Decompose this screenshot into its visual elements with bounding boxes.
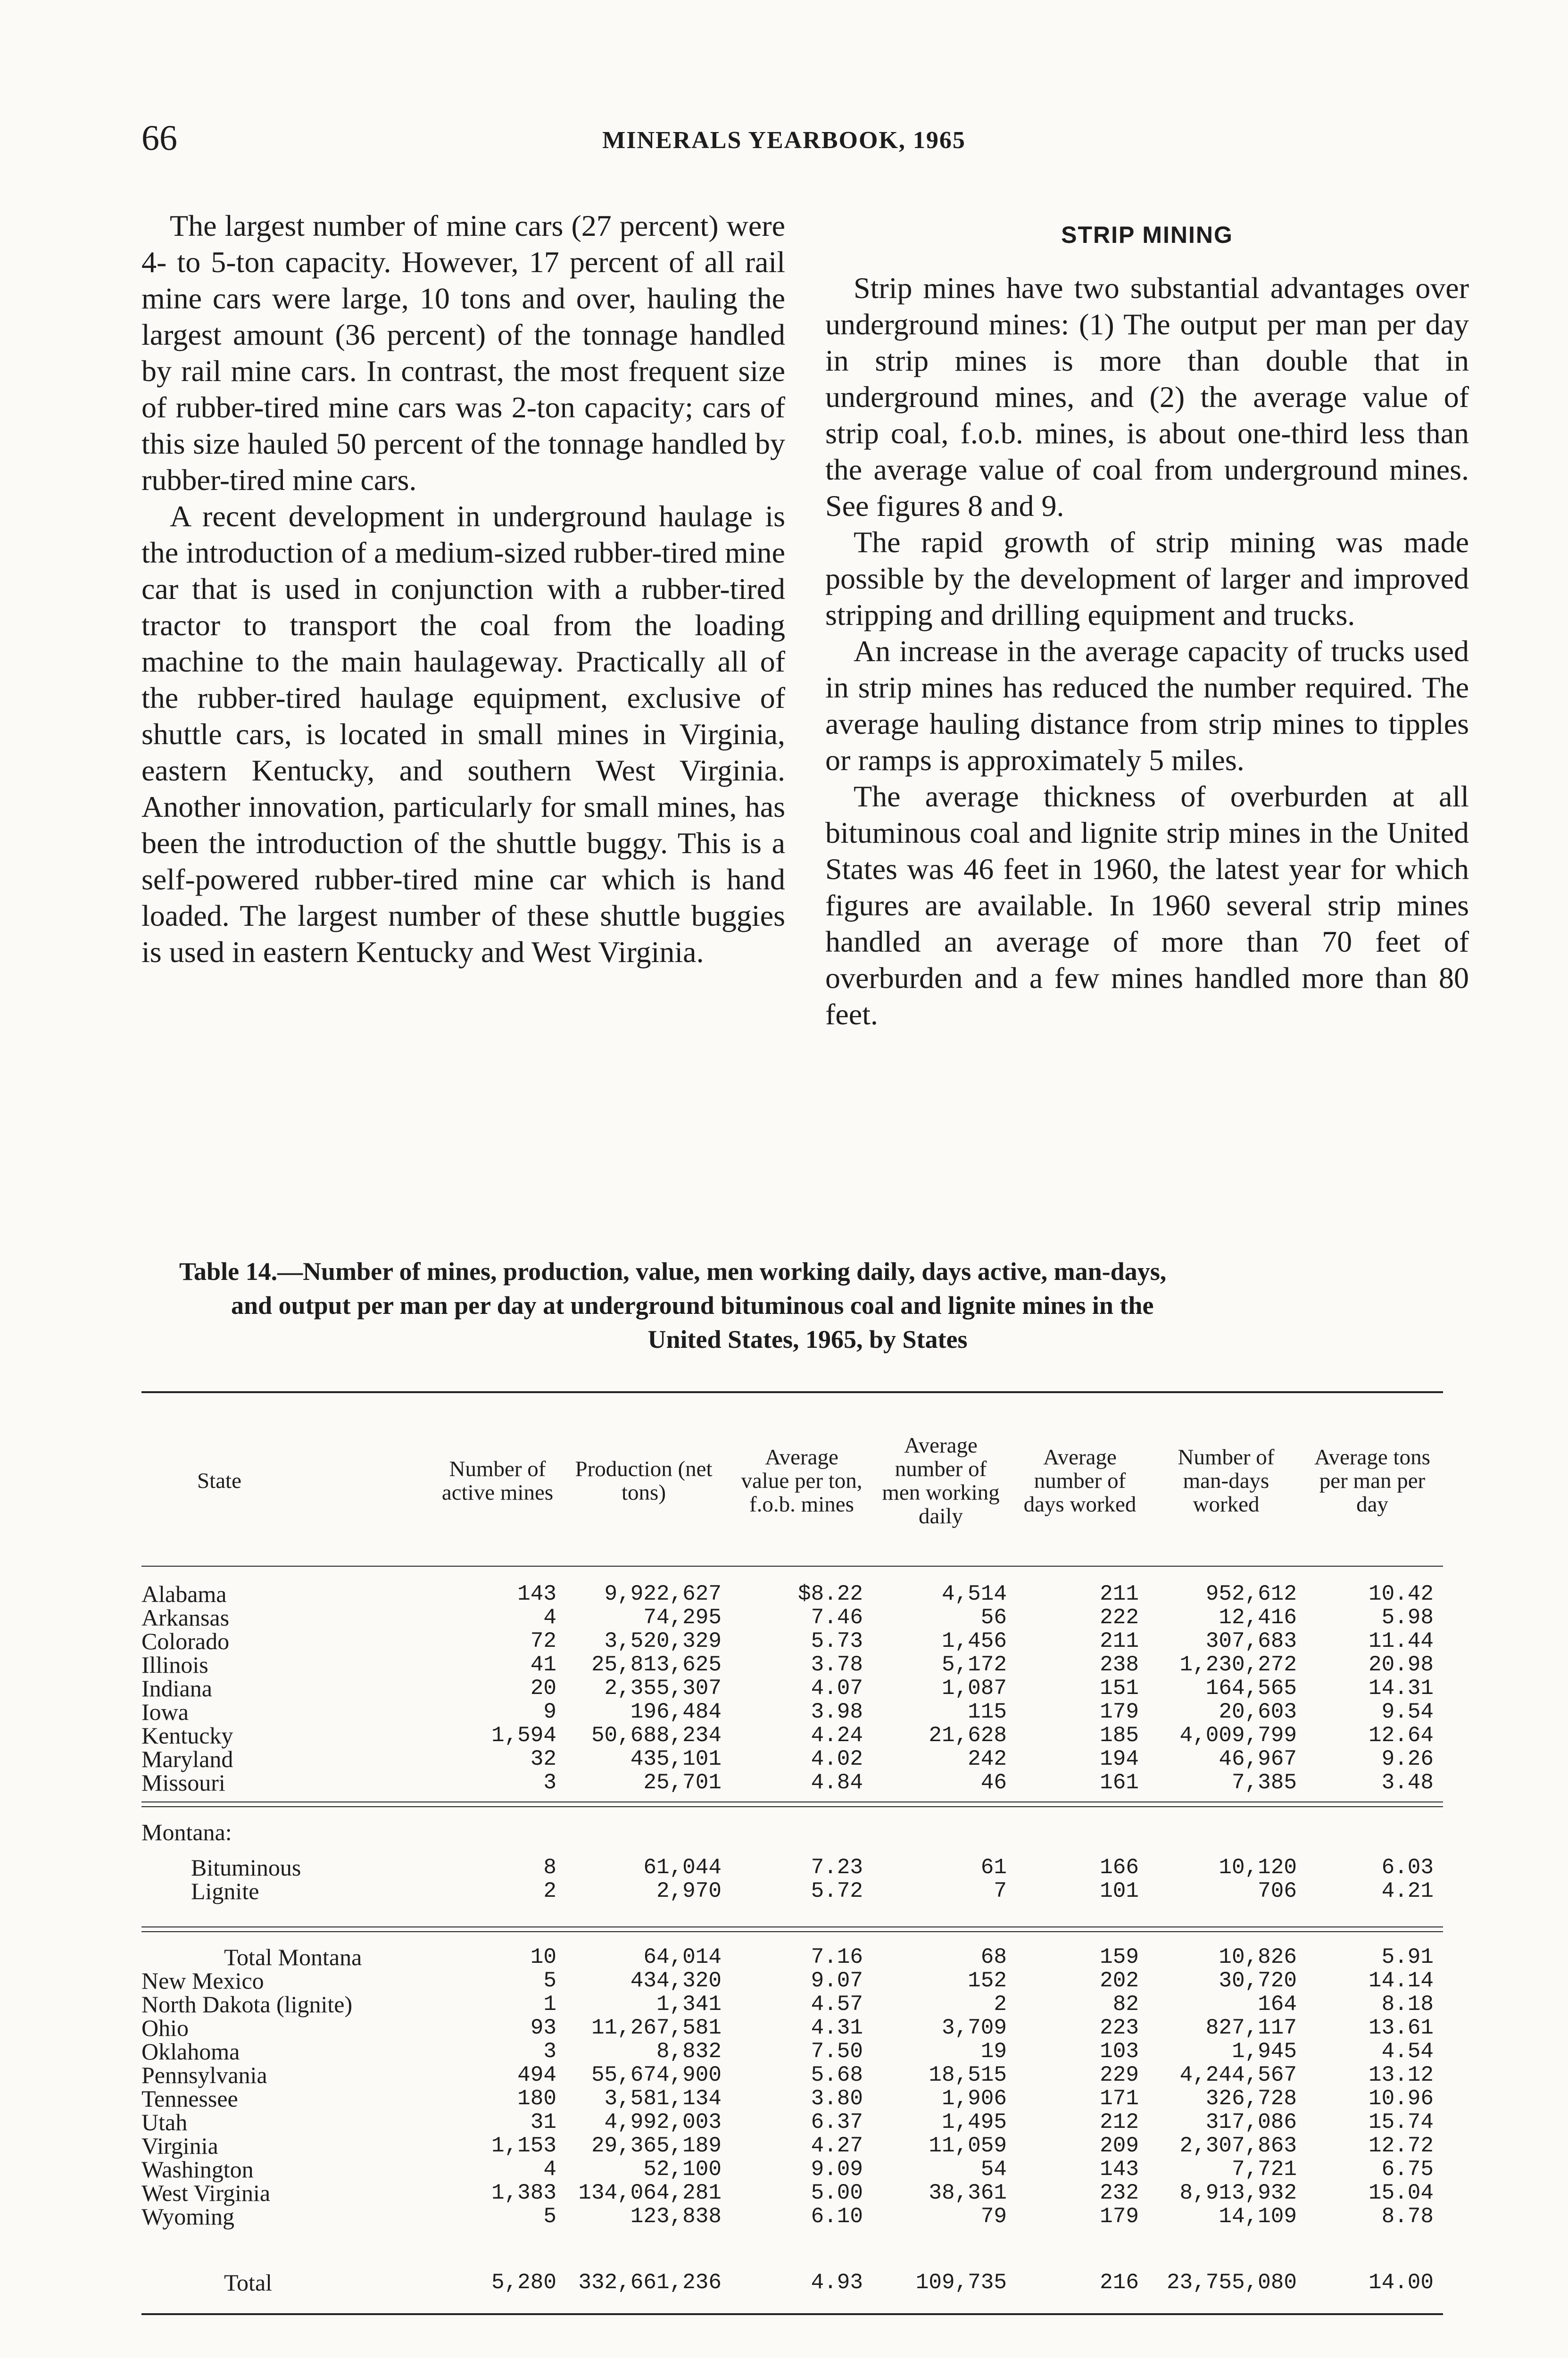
cell-value: 7.50 [811, 2039, 863, 2064]
right-paragraph-3: An increase in the average capacity of trucks used in strip mines has reduced the number required. The average hauling distance from strip mines to tipples or ramps is approximately 5 miles. [825, 634, 1469, 777]
cell-tons: 5.98 [1381, 1605, 1434, 1630]
cell-mines: 41 [530, 1652, 556, 1677]
cell-men: 54 [980, 2157, 1007, 2182]
cell-value: 4.84 [811, 1770, 863, 1795]
cell-value: $8.22 [797, 1582, 863, 1606]
cell-days: 151 [1100, 1676, 1139, 1701]
total-man-days: 23,755,080 [1166, 2270, 1297, 2295]
cell-mines: 494 [517, 2063, 556, 2087]
cell-value: 4.31 [811, 2016, 863, 2040]
cell-mines: 3 [543, 2039, 556, 2064]
cell-men: 18,515 [929, 2063, 1007, 2087]
cell-mines: 143 [517, 1582, 556, 1606]
cell-tons: 20.98 [1368, 1652, 1434, 1677]
cell-production: 61,044 [643, 1855, 722, 1880]
cell-value: 5.68 [811, 2063, 863, 2087]
cell-production: 8,832 [656, 2039, 722, 2064]
cell-production: 4,992,003 [604, 2110, 722, 2134]
cell-men: 115 [968, 1700, 1007, 1724]
table-top-rule [141, 1391, 1443, 1393]
cell-tons: 9.54 [1381, 1700, 1434, 1724]
cell-days: 209 [1100, 2134, 1139, 2158]
table-row [141, 1945, 1443, 1969]
table-group-1 [141, 1582, 1443, 1794]
right-paragraph-2: The rapid growth of strip mining was made possible by the development of larger and improved stripping and drilling equipment and trucks. [825, 525, 1469, 631]
table-montana [141, 1820, 1443, 1844]
header-men: Average number of men working daily [882, 1433, 1000, 1528]
cell-days: 223 [1100, 2016, 1139, 2040]
cell-mines: 1,594 [491, 1723, 556, 1748]
cell-men: 38,361 [929, 2181, 1007, 2205]
total-men: 109,735 [915, 2270, 1007, 2295]
cell-value: 3.98 [811, 1700, 863, 1724]
cell-man-days: 2,307,863 [1179, 2134, 1297, 2158]
state-name: Missouri [141, 1769, 225, 1796]
table-row [141, 2110, 1443, 2134]
cell-production: 50,688,234 [591, 1723, 722, 1748]
cell-days: 171 [1100, 2086, 1139, 2111]
cell-mines: 10 [530, 1945, 556, 1969]
state-name: Washington [141, 2156, 254, 2183]
total-value: 4.93 [811, 2270, 863, 2295]
cell-man-days: 10,826 [1219, 1945, 1297, 1969]
cell-men: 61 [980, 1855, 1007, 1880]
cell-value: 6.37 [811, 2110, 863, 2134]
cell-man-days: 706 [1258, 1879, 1297, 1903]
state-name: Tennessee [141, 2085, 238, 2112]
cell-tons: 11.44 [1368, 1629, 1434, 1653]
cell-men: 4,514 [941, 1582, 1007, 1606]
cell-days: 222 [1100, 1605, 1139, 1630]
state-name: Alabama [141, 1581, 227, 1607]
state-name: Total Montana [224, 1944, 362, 1970]
left-paragraph-1: The largest number of mine cars (27 percent) were 4- to 5-ton capacity. However, 17 percent of all rail mine cars were large, 10 tons and over, hauling the largest amount (36 percent) of the tonnage handled by rail mine cars. In contrast, the most frequent size of rubber-tired mine cars was 2-ton capacity; cars of this size hauled 50 percent of the tonnage handled by rubber-tired mine cars. [141, 209, 785, 497]
cell-man-days: 4,244,567 [1179, 2063, 1297, 2087]
cell-production: 9,922,627 [604, 1582, 722, 1606]
cell-days: 159 [1100, 1945, 1139, 1969]
cell-men: 152 [968, 1968, 1007, 1993]
cell-man-days: 10,120 [1219, 1855, 1297, 1880]
cell-man-days: 164,565 [1205, 1676, 1297, 1701]
cell-tons: 8.18 [1381, 1992, 1434, 2017]
total-days: 216 [1100, 2270, 1139, 2295]
cell-days: 166 [1100, 1855, 1139, 1880]
header-mines: Number of active mines [441, 1457, 554, 1505]
cell-mines: 8 [543, 1855, 556, 1880]
table-row [141, 2063, 1443, 2087]
cell-mines: 5 [543, 1968, 556, 1993]
cell-production: 1,341 [656, 1992, 722, 2017]
state-name: Wyoming [141, 2203, 234, 2230]
cell-production: 434,320 [630, 1968, 722, 1993]
cell-value: 9.07 [811, 1968, 863, 1993]
cell-days: 179 [1100, 1700, 1139, 1724]
cell-mines: 9 [543, 1700, 556, 1724]
left-paragraph-2: A recent development in underground haulage is the introduction of a medium-sized rubber-tired mine car that is used in conjunction with a rubber-tired tractor to transport the coal from the loading machine to the main haulageway. Practically all of the rubber-tired haulage equipment, exclusive of shuttle cars, is located in small mines in Virginia, eastern Kentucky, and southern West Virginia. Another innovation, particularly for small mines, has been the introduction of the shuttle buggy. This is a self-powered rubber-tired mine car which is hand loaded. The largest number of these shuttle buggies is used in eastern Kentucky and West Virginia. [141, 499, 785, 969]
cell-mines: 3 [543, 1770, 556, 1795]
cell-days: 82 [1112, 1992, 1139, 2017]
page-number: 66 [141, 118, 177, 158]
cell-production: 2,355,307 [604, 1676, 722, 1701]
cell-man-days: 326,728 [1205, 2086, 1297, 2111]
cell-days: 103 [1100, 2039, 1139, 2064]
table-row [141, 1993, 1443, 2016]
table-group-2 [141, 1945, 1443, 2228]
table-row [141, 1856, 1443, 1879]
cell-days: 161 [1100, 1770, 1139, 1795]
state-name: Indiana [141, 1675, 212, 1702]
cell-value: 4.24 [811, 1723, 863, 1748]
cell-men: 1,087 [941, 1676, 1007, 1701]
header-production: Production (net tons) [575, 1457, 713, 1505]
cell-days: 232 [1100, 2181, 1139, 2205]
cell-tons: 6.75 [1381, 2157, 1434, 2182]
state-name: Arkansas [141, 1604, 230, 1631]
cell-man-days: 7,385 [1231, 1770, 1297, 1795]
cell-mines: 20 [530, 1676, 556, 1701]
total-label: Total [224, 2269, 273, 2296]
left-column [141, 208, 785, 970]
state-name: North Dakota (lignite) [141, 1991, 353, 2018]
cell-value: 4.07 [811, 1676, 863, 1701]
table-row [141, 2016, 1443, 2040]
cell-tons: 15.04 [1368, 2181, 1434, 2205]
montana-label-row [141, 1820, 1443, 1844]
cell-man-days: 30,720 [1219, 1968, 1297, 1993]
table-row [141, 2181, 1443, 2205]
cell-tons: 15.74 [1368, 2110, 1434, 2134]
cell-days: 211 [1100, 1582, 1139, 1606]
cell-production: 435,101 [630, 1747, 722, 1771]
cell-tons: 12.72 [1368, 2134, 1434, 2158]
cell-men: 11,059 [929, 2134, 1007, 2158]
cell-men: 46 [980, 1770, 1007, 1795]
caption-line-1: Table 14.—Number of mines, production, value, men working daily, days active, man-days, [179, 1257, 1167, 1286]
state-name: Lignite [191, 1878, 259, 1904]
cell-men: 68 [980, 1945, 1007, 1969]
cell-production: 74,295 [643, 1605, 722, 1630]
cell-mines: 5 [543, 2204, 556, 2229]
cell-man-days: 4,009,799 [1179, 1723, 1297, 1748]
table-row [141, 1724, 1443, 1747]
cell-production: 11,267,581 [591, 2016, 722, 2040]
table-row [141, 1582, 1443, 1606]
table-row [141, 2087, 1443, 2110]
cell-value: 7.23 [811, 1855, 863, 1880]
state-name: West Virginia [141, 2180, 271, 2206]
cell-value: 4.27 [811, 2134, 863, 2158]
cell-men: 1,456 [941, 1629, 1007, 1653]
cell-men: 2 [994, 1992, 1007, 2017]
cell-production: 25,701 [643, 1770, 722, 1795]
cell-tons: 12.64 [1368, 1723, 1434, 1748]
state-name: New Mexico [141, 1968, 264, 1994]
montana-label: Montana: [141, 1819, 232, 1845]
cell-production: 196,484 [630, 1700, 722, 1724]
table-row [141, 1677, 1443, 1700]
cell-value: 5.00 [811, 2181, 863, 2205]
cell-men: 7 [994, 1879, 1007, 1903]
group-rule-2b [141, 1931, 1443, 1932]
table-row [141, 1747, 1443, 1771]
cell-production: 52,100 [643, 2157, 722, 2182]
cell-man-days: 952,612 [1205, 1582, 1297, 1606]
state-name: Illinois [141, 1652, 208, 1678]
cell-men: 3,709 [941, 2016, 1007, 2040]
cell-tons: 3.48 [1381, 1770, 1434, 1795]
cell-days: 194 [1100, 1747, 1139, 1771]
cell-days: 229 [1100, 2063, 1139, 2087]
cell-mines: 1,153 [491, 2134, 556, 2158]
cell-man-days: 1,945 [1231, 2039, 1297, 2064]
cell-men: 56 [980, 1605, 1007, 1630]
cell-production: 25,813,625 [591, 1652, 722, 1677]
cell-mines: 32 [530, 1747, 556, 1771]
total-row [141, 2271, 1443, 2294]
right-paragraph-4: The average thickness of overburden at all bituminous coal and lignite strip mines in the United States was 46 feet in 1960, the latest year for which figures are available. In 1960 several strip mines handled an average of more than 70 feet of overburden and a few mines handled more than 80 feet. [825, 780, 1469, 1031]
cell-man-days: 7,721 [1231, 2157, 1297, 2182]
cell-value: 6.10 [811, 2204, 863, 2229]
table-caption [179, 1254, 1436, 1356]
cell-man-days: 1,230,272 [1179, 1652, 1297, 1677]
table-bottom-rule [141, 2313, 1443, 2315]
cell-tons: 14.31 [1368, 1676, 1434, 1701]
cell-production: 29,365,189 [591, 2134, 722, 2158]
table-row [141, 1606, 1443, 1629]
state-name: Maryland [141, 1746, 233, 1772]
cell-production: 2,970 [656, 1879, 722, 1903]
cell-man-days: 307,683 [1205, 1629, 1297, 1653]
table-header [141, 1410, 1443, 1552]
cell-tons: 4.54 [1381, 2039, 1434, 2064]
cell-tons: 14.14 [1368, 1968, 1434, 1993]
table-row [141, 1969, 1443, 1993]
cell-man-days: 46,967 [1219, 1747, 1297, 1771]
right-paragraph-1: Strip mines have two substantial advantages over underground mines: (1) The output per man per day in strip mines is more than double that in underground mines, and (2) the average value of strip coal, f.o.b. mines, is about one-third less than the average value of coal from underground mines. See figures 8 and 9. [825, 271, 1469, 523]
cell-days: 212 [1100, 2110, 1139, 2134]
cell-man-days: 164 [1258, 1992, 1297, 2017]
cell-men: 1,906 [941, 2086, 1007, 2111]
cell-value: 5.73 [811, 1629, 863, 1653]
state-name: Virginia [141, 2133, 218, 2159]
cell-mines: 180 [517, 2086, 556, 2111]
header-rule [141, 1566, 1443, 1567]
header-man-days: Number of man-days worked [1178, 1445, 1275, 1517]
cell-man-days: 8,913,932 [1179, 2181, 1297, 2205]
right-column [825, 208, 1469, 1032]
state-name: Kentucky [141, 1722, 233, 1749]
cell-mines: 93 [530, 2016, 556, 2040]
cell-mines: 1 [543, 1992, 556, 2017]
total-production: 332,661,236 [578, 2270, 722, 2295]
cell-production: 123,838 [630, 2204, 722, 2229]
cell-days: 211 [1100, 1629, 1139, 1653]
cell-value: 9.09 [811, 2157, 863, 2182]
section-heading-strip-mining: STRIP MINING [1061, 222, 1233, 248]
table-total [141, 2271, 1443, 2294]
cell-days: 101 [1100, 1879, 1139, 1903]
state-name: Utah [141, 2109, 188, 2135]
cell-tons: 5.91 [1381, 1945, 1434, 1969]
cell-tons: 13.61 [1368, 2016, 1434, 2040]
caption-line-3: United States, 1965, by States [647, 1325, 968, 1353]
state-name: Colorado [141, 1628, 230, 1654]
cell-men: 242 [968, 1747, 1007, 1771]
cell-men: 21,628 [929, 1723, 1007, 1748]
state-name: Oklahoma [141, 2038, 240, 2065]
cell-value: 3.78 [811, 1652, 863, 1677]
cell-tons: 6.03 [1381, 1855, 1434, 1880]
cell-tons: 10.42 [1368, 1582, 1434, 1606]
cell-tons: 10.96 [1368, 2086, 1434, 2111]
state-name: Pennsylvania [141, 2062, 267, 2088]
cell-mines: 1,383 [491, 2181, 556, 2205]
total-mines: 5,280 [491, 2270, 556, 2295]
cell-mines: 2 [543, 1879, 556, 1903]
caption-line-2: and output per man per day at underground bituminous coal and lignite mines in the [231, 1291, 1154, 1320]
cell-value: 7.46 [811, 1605, 863, 1630]
cell-value: 7.16 [811, 1945, 863, 1969]
header-days: Average number of days worked [1023, 1445, 1137, 1517]
cell-production: 64,014 [643, 1945, 722, 1969]
cell-days: 179 [1100, 2204, 1139, 2229]
table-row [141, 1700, 1443, 1724]
cell-men: 79 [980, 2204, 1007, 2229]
cell-production: 55,674,900 [591, 2063, 722, 2087]
group-rule-2a [141, 1926, 1443, 1927]
cell-mines: 4 [543, 2157, 556, 2182]
table-row [141, 2205, 1443, 2228]
state-name: Ohio [141, 2015, 189, 2041]
cell-production: 134,064,281 [578, 2181, 722, 2205]
header-tons: Average tons per man per day [1314, 1445, 1430, 1517]
cell-mines: 31 [530, 2110, 556, 2134]
state-name: Iowa [141, 1699, 189, 1725]
cell-man-days: 12,416 [1219, 1605, 1297, 1630]
cell-man-days: 20,603 [1219, 1700, 1297, 1724]
table-montana-rows [141, 1856, 1443, 1903]
cell-tons: 13.12 [1368, 2063, 1434, 2087]
table-row [141, 2134, 1443, 2158]
header-state: State [197, 1469, 241, 1493]
cell-production: 3,520,329 [604, 1629, 722, 1653]
cell-men: 5,172 [941, 1652, 1007, 1677]
cell-men: 19 [980, 2039, 1007, 2064]
table-row [141, 1879, 1443, 1903]
cell-mines: 72 [530, 1629, 556, 1653]
header-value: Average value per ton, f.o.b. mines [741, 1445, 863, 1517]
total-tons: 14.00 [1368, 2270, 1434, 2295]
cell-men: 1,495 [941, 2110, 1007, 2134]
cell-days: 143 [1100, 2157, 1139, 2182]
cell-production: 3,581,134 [604, 2086, 722, 2111]
group-rule-1b [141, 1806, 1443, 1807]
cell-man-days: 14,109 [1219, 2204, 1297, 2229]
cell-days: 202 [1100, 1968, 1139, 1993]
cell-mines: 4 [543, 1605, 556, 1630]
cell-days: 238 [1100, 1652, 1139, 1677]
table-row [141, 2040, 1443, 2063]
table-row [141, 1629, 1443, 1653]
cell-value: 4.57 [811, 1992, 863, 2017]
cell-man-days: 317,086 [1205, 2110, 1297, 2134]
table-row [141, 1771, 1443, 1794]
cell-value: 5.72 [811, 1879, 863, 1903]
table-row [141, 1653, 1443, 1677]
cell-tons: 8.78 [1381, 2204, 1434, 2229]
running-head: MINERALS YEARBOOK, 1965 [602, 127, 966, 154]
cell-value: 4.02 [811, 1747, 863, 1771]
cell-tons: 9.26 [1381, 1747, 1434, 1771]
state-name: Bituminous [191, 1854, 301, 1881]
table-row [141, 2158, 1443, 2181]
cell-value: 3.80 [811, 2086, 863, 2111]
cell-tons: 4.21 [1381, 1879, 1434, 1903]
cell-man-days: 827,117 [1205, 2016, 1297, 2040]
cell-days: 185 [1100, 1723, 1139, 1748]
